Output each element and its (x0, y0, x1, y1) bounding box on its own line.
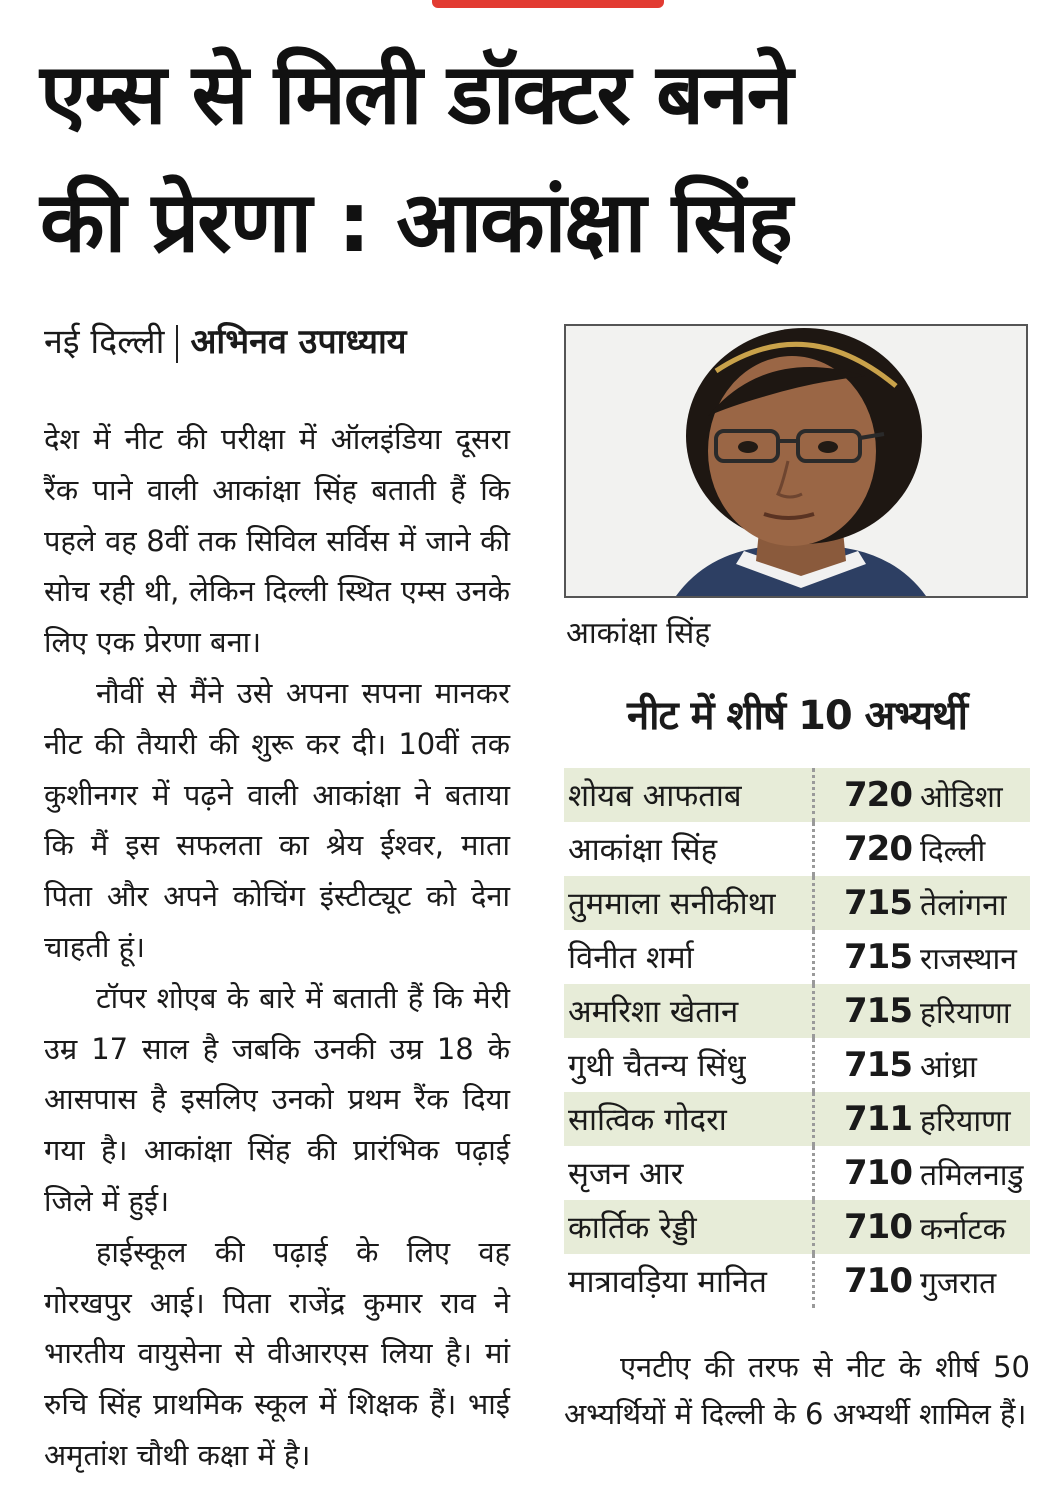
candidate-score: 715 (844, 1045, 912, 1085)
candidate-score: 720 (844, 829, 912, 869)
table-row (564, 876, 1030, 930)
headline-line-1: एम्स से मिली डॉक्टर बनने (40, 45, 792, 143)
candidate-score: 710 (844, 1261, 912, 1301)
dateline-location: नई दिल्ली (44, 322, 165, 362)
table-row (564, 822, 1030, 876)
candidate-score: 715 (844, 883, 912, 923)
table-row (564, 1092, 1030, 1146)
toppers-table-title: नीट में शीर्ष 10 अभ्यर्थी (626, 693, 967, 739)
candidate-name: आकांक्षा सिंह (568, 832, 718, 868)
section-tab-marker (432, 0, 664, 8)
dotted-divider (812, 822, 844, 876)
candidate-name: शोयब आफताब (568, 778, 742, 814)
article-paragraph: टॉपर शोएब के बारे में बताती हैं कि मेरी उम्र 17 साल है जबकि उनकी उम्र 18 के आसपास है इसलिए उनको प्रथम रैंक दिया गया है। आकांक्षा सिंह की प्रारंभिक पढ़ाई जिले में हुई। (44, 980, 510, 1218)
delhi-candidates-note: एनटीए की तरफ से नीट के शीर्ष 50 अभ्यर्थियों में दिल्ली के 6 अभ्यर्थी शामिल हैं। (564, 1350, 1030, 1431)
candidate-state: कर्नाटक (919, 1211, 1006, 1247)
dotted-divider (812, 1254, 844, 1308)
table-row (564, 1200, 1030, 1254)
candidate-state: तमिलनाडु (919, 1157, 1024, 1193)
headline-line-2: की प्रेरणा : आकांक्षा सिंह (40, 173, 791, 271)
dotted-divider (812, 768, 844, 822)
candidate-state: आंध्रा (919, 1049, 977, 1085)
candidate-name: कार्तिक रेड्डी (568, 1210, 697, 1246)
article-paragraph: नौवीं से मैंने उसे अपना सपना मानकर नीट की तैयारी की शुरू कर दी। 10वीं तक कुशीनगर में पढ़ने वाली आकांक्षा ने बताया कि मैं इस सफलता का श्रेय ईश्वर, माता पिता और अपने कोचिंग इंस्टीट्यूट को देना चाहती हूं। (44, 675, 510, 964)
dotted-divider (812, 1092, 844, 1146)
table-row (564, 984, 1030, 1038)
dotted-divider (812, 1200, 844, 1254)
photo-caption: आकांक्षा सिंह (566, 616, 711, 651)
candidate-name: अमरिशा खेतान (568, 994, 739, 1030)
byline (44, 318, 407, 366)
table-row (564, 1146, 1030, 1200)
dotted-divider (812, 1038, 844, 1092)
table-row (564, 1038, 1030, 1092)
byline-divider (176, 325, 178, 363)
toppers-table (564, 768, 1030, 1308)
candidate-state: तेलांगना (919, 887, 1007, 923)
portrait-illustration (566, 326, 1026, 596)
candidate-name: मात्रावड़िया मानित (568, 1264, 767, 1300)
candidate-score: 710 (844, 1207, 912, 1247)
candidate-score: 715 (844, 991, 912, 1031)
article-paragraph: देश में नीट की परीक्षा में ऑलइंडिया दूसरा रैंक पाने वाली आकांक्षा सिंह बताती हैं कि पहले वह 8वीं तक सिविल सर्विस में जाने की सोच रही थी, लेकिन दिल्ली स्थित एम्स उनके लिए एक प्रेरणा बना। (44, 422, 510, 660)
author-name: अभिनव उपाध्याय (190, 322, 407, 362)
headline (40, 30, 1030, 286)
candidate-state: हरियाणा (919, 1103, 1011, 1139)
candidate-name: तुममाला सनीकीथा (568, 886, 776, 922)
article-body (44, 414, 510, 1481)
candidate-score: 711 (844, 1099, 912, 1139)
candidate-name: सृजन आर (568, 1156, 684, 1192)
candidate-state: ओडिशा (919, 779, 1003, 815)
candidate-state: दिल्ली (919, 833, 986, 869)
candidate-state: राजस्थान (919, 941, 1017, 977)
candidate-state: गुजरात (919, 1265, 997, 1301)
candidate-score: 715 (844, 937, 912, 977)
candidate-name: गुथी चैतन्य सिंधु (568, 1048, 746, 1084)
table-row (564, 930, 1030, 984)
dotted-divider (812, 1146, 844, 1200)
article-paragraph: हाईस्कूल की पढ़ाई के लिए वह गोरखपुर आई। पिता राजेंद्र कुमार राव ने भारतीय वायुसेना से वीआरएस लिया है। मां रुचि सिंह प्राथमिक स्कूल में शिक्षक हैं। भाई अमृतांश चौथी कक्षा में है। (44, 1234, 510, 1472)
dotted-divider (812, 876, 844, 930)
portrait-photo (564, 324, 1028, 598)
candidate-score: 720 (844, 775, 912, 815)
candidate-name: सात्विक गोदरा (568, 1102, 727, 1138)
dotted-divider (812, 930, 844, 984)
candidate-name: विनीत शर्मा (568, 940, 694, 976)
candidate-state: हरियाणा (919, 995, 1011, 1031)
table-row (564, 1254, 1030, 1308)
dotted-divider (812, 984, 844, 1038)
candidate-score: 710 (844, 1153, 912, 1193)
table-row (564, 768, 1030, 822)
